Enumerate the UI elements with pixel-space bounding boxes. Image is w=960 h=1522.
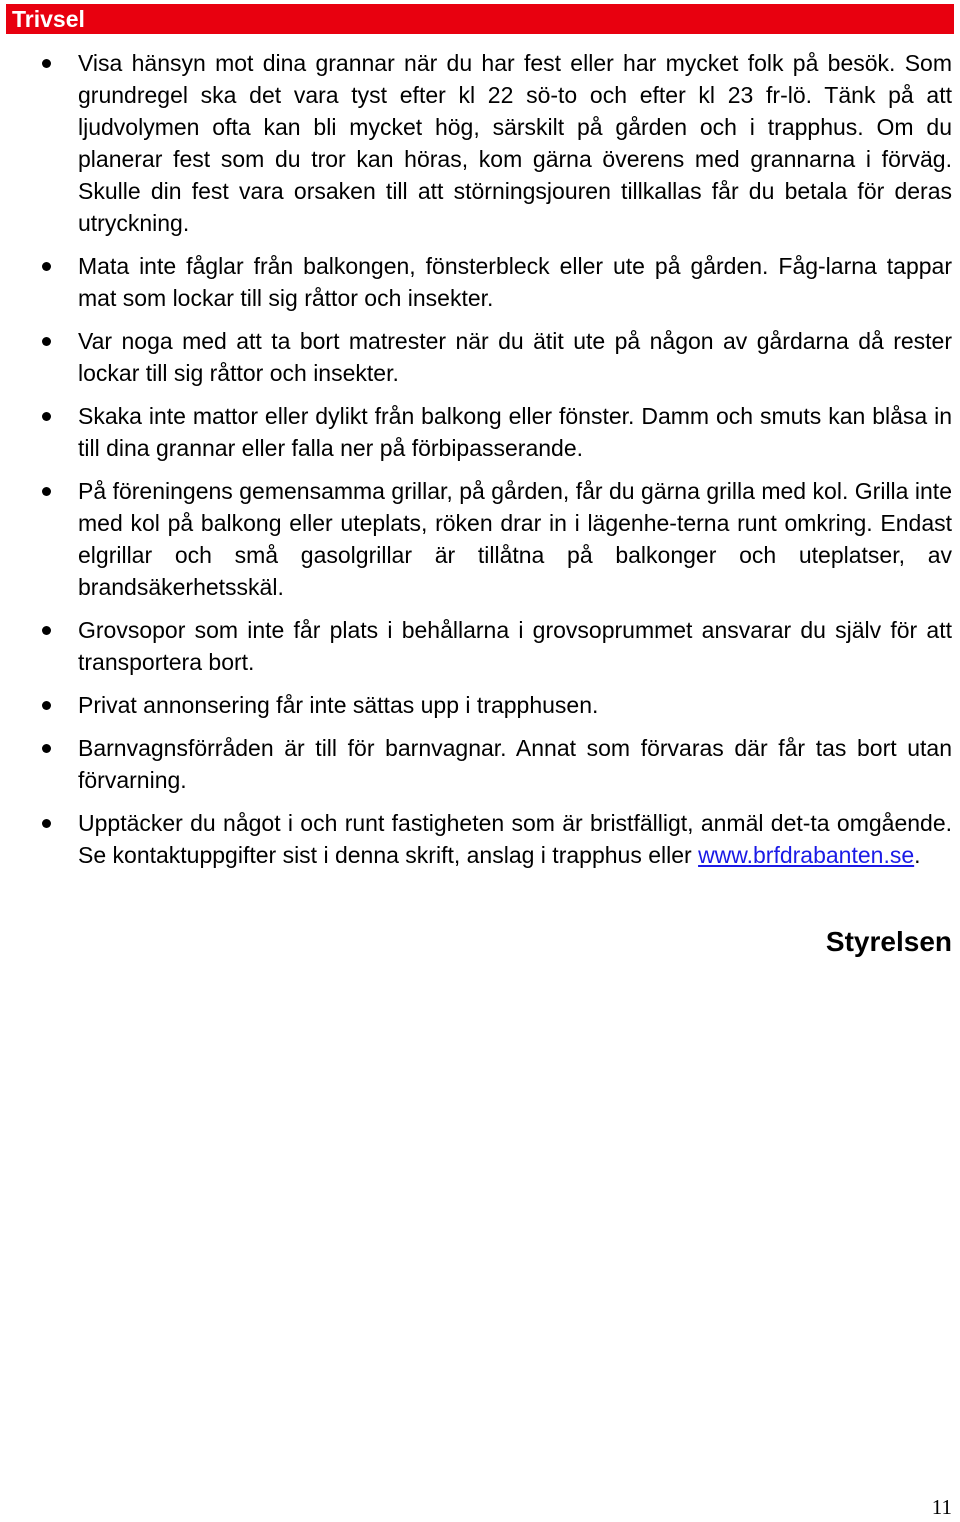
rule-item-bulky-waste bbox=[0, 614, 960, 678]
rule-text: Barnvagnsförråden är till för barnvagnar. Annat som förvaras där får tas bort utan förvarning. bbox=[78, 735, 952, 793]
bullet-icon bbox=[42, 262, 51, 271]
bullet-icon bbox=[42, 487, 51, 496]
rule-text: Visa hänsyn mot dina grannar när du har fest eller har mycket folk på besök. Som grundregel ska det vara tyst efter kl 22 sö-to och efter kl 23 fr-lö. Tänk på att ljudvolymen ofta kan bli mycket hög, särskilt på gården och i trapphus. Om du planerar fest som du tror kan höras, kom gärna överens med grannarna i förväg. Skulle din fest vara orsaken till att störningsjouren tillkallas får du betala för deras utryckning. bbox=[78, 50, 952, 236]
rule-item-rugs bbox=[0, 400, 960, 464]
bullet-icon bbox=[42, 412, 51, 421]
signature: Styrelsen bbox=[825, 926, 952, 957]
rule-item-food-leftovers bbox=[0, 325, 960, 389]
rule-item-birds bbox=[0, 250, 960, 314]
rule-text-end: . bbox=[914, 842, 921, 868]
page-number: 11 bbox=[931, 1495, 952, 1519]
rules-list bbox=[0, 47, 960, 882]
rule-text: Var noga med att ta bort matrester när du ätit ute på någon av gårdarna då rester lockar till sig råttor och insekter. bbox=[78, 328, 952, 386]
rule-item-advertising bbox=[0, 689, 960, 721]
rule-text: Privat annonsering får inte sättas upp i trapphusen. bbox=[78, 692, 599, 718]
rule-item-report-defects bbox=[0, 807, 960, 871]
bullet-icon bbox=[42, 626, 51, 635]
rule-text: Grovsopor som inte får plats i behållarna i grovsoprummet ansvarar du själv för att transportera bort. bbox=[78, 617, 952, 675]
bullet-icon bbox=[42, 744, 51, 753]
rule-text: På föreningens gemensamma grillar, på gården, får du gärna grilla med kol. Grilla inte med kol på balkong eller uteplats, röken drar in i lägenhe-terna runt omkring. Endast elgrillar och små gasolgrillar är tillåtna på balkonger och uteplatser, av brandsäkerhetsskäl. bbox=[78, 478, 952, 600]
bullet-icon bbox=[42, 59, 51, 68]
rule-item-stroller-storage bbox=[0, 732, 960, 796]
section-header bbox=[6, 4, 954, 34]
rule-text: Upptäcker du något i och runt fastigheten som är bristfälligt, anmäl det-ta omgående. Se kontaktuppgifter sist i denna skrift, anslag i trapphus eller bbox=[78, 810, 952, 868]
website-link[interactable]: www.brfdrabanten.se bbox=[698, 842, 915, 868]
bullet-icon bbox=[42, 701, 51, 710]
rule-item-party bbox=[0, 47, 960, 239]
section-title: Trivsel bbox=[12, 6, 85, 32]
rule-text: Skaka inte mattor eller dylikt från balkong eller fönster. Damm och smuts kan blåsa in till dina grannar eller falla ner på förbipasserande. bbox=[78, 403, 952, 461]
rule-text: Mata inte fåglar från balkongen, fönsterbleck eller ute på gården. Fåg-larna tappar mat som lockar till sig råttor och insekter. bbox=[78, 253, 952, 311]
bullet-icon bbox=[42, 337, 51, 346]
rule-item-grills bbox=[0, 475, 960, 603]
bullet-icon bbox=[42, 819, 51, 828]
